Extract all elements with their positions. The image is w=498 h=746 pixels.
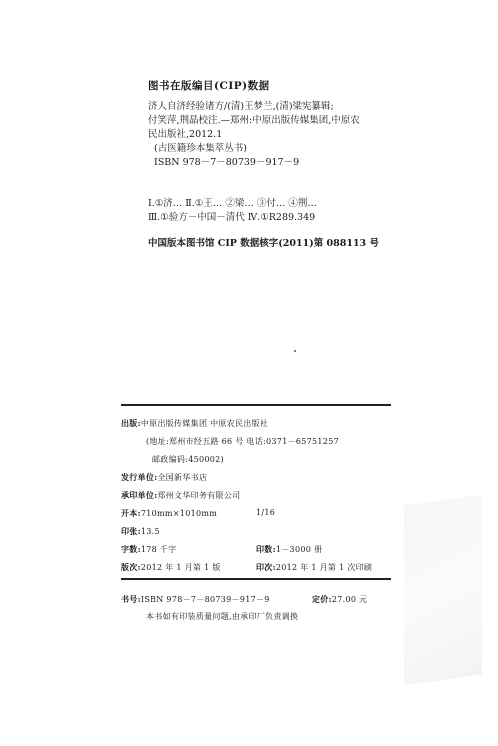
words-label: 字数: bbox=[121, 544, 141, 554]
distributor-row bbox=[121, 472, 207, 483]
publisher-value: 中原出版传媒集团 中原农民出版社 bbox=[140, 419, 269, 428]
cip-line: 付笑萍,荆晶校注.—郑州:中原出版传媒集团,中原农 bbox=[148, 115, 360, 126]
watermark-stamp bbox=[404, 495, 482, 686]
cip-title: 图书在版编目(CIP)数据 bbox=[148, 80, 270, 92]
copies-value: 1－3000 册 bbox=[275, 545, 323, 554]
words-value: 178 千字 bbox=[140, 545, 177, 554]
copies-row bbox=[256, 544, 322, 555]
price-row bbox=[312, 594, 367, 605]
cip-description bbox=[148, 100, 360, 170]
isbn-value: ISBN 978－7－80739－917－9 bbox=[140, 595, 270, 604]
printer-label: 承印单位: bbox=[121, 490, 158, 500]
distributor-label: 发行单位: bbox=[121, 472, 158, 482]
isbn-label: 书号: bbox=[121, 594, 141, 604]
postcode-row: 邮政编码:450002) bbox=[152, 455, 224, 464]
words-row bbox=[121, 544, 176, 555]
printing-value: 2012 年 1 月第 1 次印刷 bbox=[275, 563, 373, 572]
format-fraction: 1/16 bbox=[256, 508, 276, 517]
ink-speck bbox=[294, 350, 296, 352]
price-value: 27.00 元 bbox=[331, 595, 368, 604]
printer-row bbox=[121, 490, 240, 501]
printer-value: 郑州文华印务有限公司 bbox=[157, 491, 241, 500]
format-label: 开本: bbox=[121, 508, 141, 518]
sheets-label: 印张: bbox=[121, 526, 141, 536]
sheets-row bbox=[121, 526, 160, 537]
isbn-row bbox=[121, 594, 270, 605]
edition-value: 2012 年 1 月第 1 版 bbox=[140, 563, 221, 572]
publisher-label: 出版: bbox=[121, 418, 141, 428]
address-row: (地址:郑州市经五路 66 号 电话:0371－65751257 bbox=[146, 437, 339, 446]
format-value: 710mm×1010mm bbox=[140, 509, 218, 518]
colophon-top-rule bbox=[121, 404, 391, 406]
publisher-row bbox=[121, 418, 268, 429]
colophon-middle-rule bbox=[121, 578, 391, 580]
cip-record-number: 中国版本图书馆 CIP 数据核字(2011)第 088113 号 bbox=[148, 238, 379, 249]
format-row bbox=[121, 508, 217, 519]
sheets-value: 13.5 bbox=[140, 527, 160, 536]
printing-row bbox=[256, 562, 372, 573]
quality-notice: 本书如有印装质量问题,由承印厂负责调换 bbox=[146, 612, 299, 621]
cip-classification bbox=[148, 197, 317, 225]
copies-label: 印数: bbox=[256, 544, 276, 554]
edition-label: 版次: bbox=[121, 562, 141, 572]
classification-line: Ⅰ.①济… Ⅱ.①王… ②梁… ③付… ④荆… bbox=[148, 198, 317, 209]
cip-line: 民出版社,2012.1 bbox=[148, 129, 223, 140]
classification-line: Ⅲ.①验方－中国－清代 Ⅳ.①R289.349 bbox=[148, 212, 316, 223]
cip-line: ISBN 978－7－80739－917－9 bbox=[154, 157, 300, 168]
price-label: 定价: bbox=[312, 594, 332, 604]
edition-row bbox=[121, 562, 221, 573]
printing-label: 印次: bbox=[256, 562, 276, 572]
cip-line: 济人自济经验诸方/(清)王梦兰,(清)梁宪纂辑; bbox=[148, 101, 334, 112]
cip-line: (古医籍珍本集萃丛书) bbox=[154, 143, 247, 154]
distributor-value: 全国新华书店 bbox=[157, 473, 208, 482]
